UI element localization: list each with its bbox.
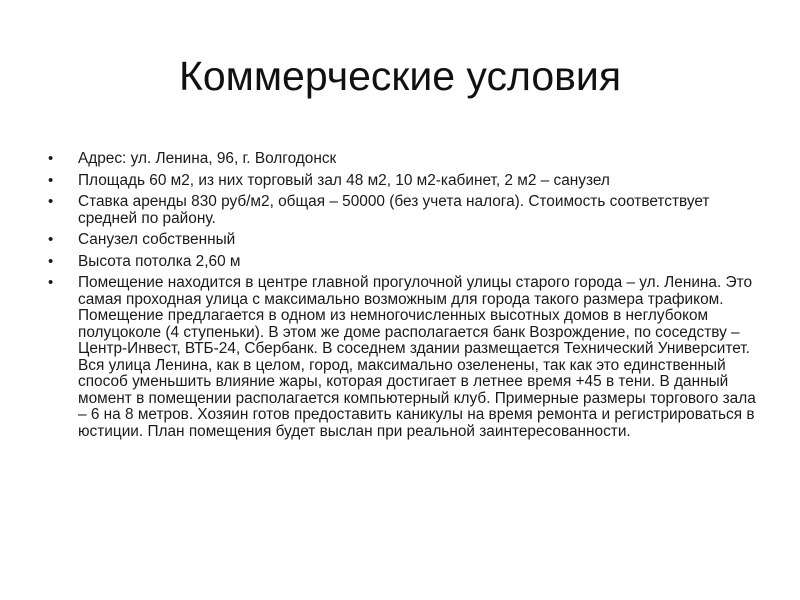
- bullet-dot-icon: •: [48, 193, 54, 210]
- bullet-dot-icon: •: [48, 252, 54, 270]
- bullet-text: Помещение находится в центре главной прогулочной улицы старого города – ул. Ленина. Это самая проходная улица с максимально возможным для города такого размера трафиком. Помещение предлагается в одном из немногочисленных высотных домов в неглубоком полуцоколе (4 ступеньки). В этом же доме располагается банк Возрождение, по соседству – Центр-Инвест, ВТБ-24, Сбербанк. В соседнем здании размещается Технический Университет. Вся улица Ленина, как в целом, город, максимально озеленены, так как это единственный способ уменьшить влияние жары, которая достигает в летнее время +45 в тени. В данный момент в помещении располагается компьютерный клуб. Примерные размеры торгового зала – 6 на 8 метров. Хозяин готов предоставить каникулы на время ремонта и регистрироваться в юстиции. План помещения будет выслан при реальной заинтересованности.: [78, 274, 756, 440]
- bullet-item-ceiling: [48, 254, 760, 271]
- bullet-item-bathroom: [48, 232, 760, 249]
- bullet-text: Площадь 60 м2, из них торговый зал 48 м2, 10 м2-кабинет, 2 м2 – санузел: [78, 171, 610, 189]
- bullet-text: Высота потолка 2,60 м: [78, 252, 241, 270]
- bullet-dot-icon: •: [48, 274, 54, 291]
- bullet-item-area: [48, 173, 760, 190]
- bullet-dot-icon: •: [48, 150, 54, 167]
- bullet-list: [48, 151, 760, 445]
- bullet-text: Ставка аренды 830 руб/м2, общая – 50000 (без учета налога). Стоимость соответствует средней по району.: [78, 193, 710, 227]
- bullet-item-rent: [48, 194, 760, 227]
- bullet-dot-icon: •: [48, 171, 54, 189]
- bullet-item-address: [48, 151, 760, 168]
- bullet-item-description: [48, 275, 760, 440]
- bullet-dot-icon: •: [48, 231, 54, 248]
- bullet-text: Адрес: ул. Ленина, 96, г. Волгодонск: [78, 150, 337, 167]
- bullet-text: Санузел собственный: [78, 231, 236, 248]
- slide-title: Коммерческие условия: [178, 53, 622, 99]
